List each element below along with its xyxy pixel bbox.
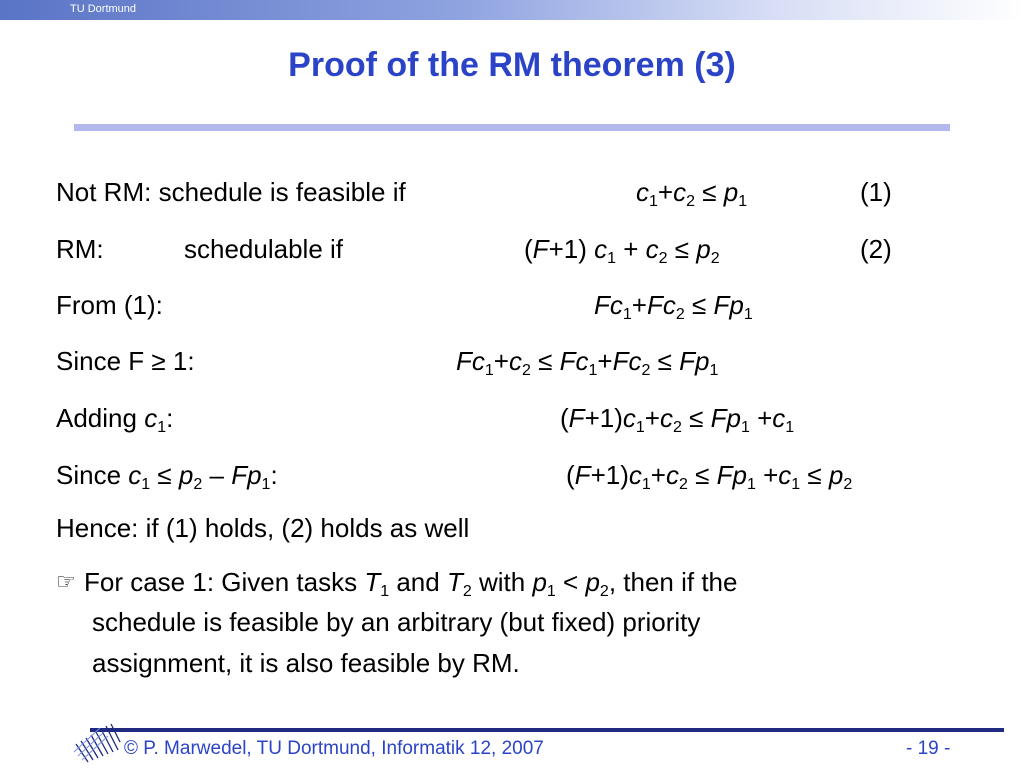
line-3-formula: $Fc_1+Fc_2 \le Fp_1$	[594, 290, 753, 323]
slide-title: Proof of the RM theorem (3)	[288, 46, 736, 84]
line-2-label-2: schedulable if	[184, 234, 343, 264]
footer-bar	[90, 728, 1004, 732]
line-5-formula: $(F+1)c_1+c_2 \le Fp_1 +c_1$	[560, 403, 795, 436]
line-2-eq-number: (2)	[860, 234, 892, 264]
line-1-label: Not RM: schedule is feasible if	[56, 177, 406, 207]
line-5-label: Adding $c_1$:	[56, 403, 174, 436]
line-7-label: Hence: if (1) holds, (2) holds as well	[56, 513, 470, 543]
footer-copyright: © P. Marwedel, TU Dortmund, Informatik 12, 2007	[124, 738, 544, 759]
line-4-label: Since F ≥ 1:	[56, 346, 195, 376]
line-1-eq-number: (1)	[860, 177, 892, 207]
tu-dortmund-logo-icon	[70, 722, 122, 764]
bullet-line-1-text: ☞ For case 1: Given tasks $T_1$ and $T_2$ with $p_1 < p_2$, then if the	[56, 567, 738, 600]
line-3-label: From (1):	[56, 290, 163, 320]
line-6-formula: $(F+1)c_1+c_2 \le Fp_1 +c_1 \le p_2$	[566, 460, 853, 493]
bullet-line-2-text: schedule is feasible by an arbitrary (but fixed) priority	[92, 607, 701, 637]
bullet-line-3-text: assignment, it is also feasible by RM.	[92, 648, 520, 678]
header-institution: TU Dortmund	[70, 3, 137, 15]
pointing-hand-icon: ☞	[56, 569, 76, 594]
header-bar	[0, 0, 1024, 20]
page-number: - 19 -	[906, 738, 951, 759]
line-1-formula: $c_1+c_2 \le p_1$	[636, 177, 748, 210]
line-2-label: RM:	[56, 234, 104, 264]
title-underline	[74, 124, 950, 131]
line-4-formula: $Fc_1+c_2 \le Fc_1+Fc_2 \le Fp_1$	[456, 346, 719, 379]
line-6-label: Since $c_1 \le p_2 - Fp_1$:	[56, 460, 278, 493]
line-2-formula: (F+1) $c_1 + c_2 \le p_2$	[524, 234, 720, 267]
